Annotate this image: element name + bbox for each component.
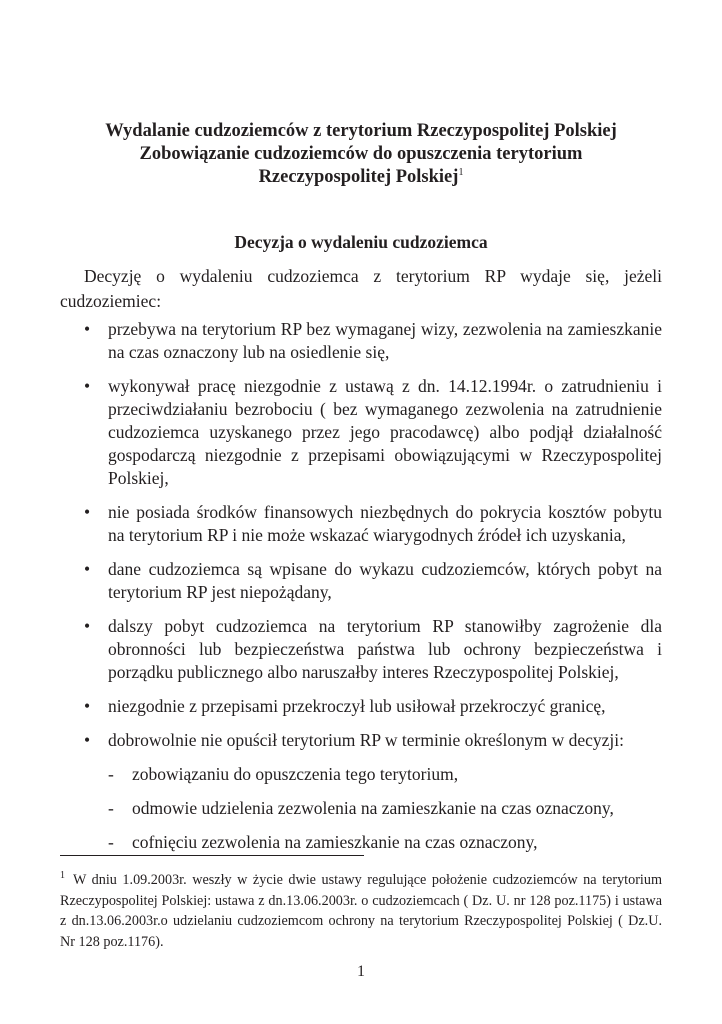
footnote-separator (60, 855, 364, 856)
sub-list-item-text: cofnięciu zezwolenia na zamieszkanie na czas oznaczony, (132, 832, 538, 852)
bullet-marker: • (84, 559, 91, 579)
list-item (60, 558, 662, 604)
section-heading: Decyzja o wydaleniu cudzoziemca (234, 232, 488, 252)
list-item (60, 501, 662, 547)
title-line-3 (60, 166, 662, 189)
list-item (60, 318, 662, 364)
list-item-text: dalszy pobyt cudzoziemca na terytorium RP stanowiłby zagrożenie dla obronności lub bezpieczeństwa państwa lub ochrony bezpieczeństwa i porządku publicznego albo naruszałby interes Rzeczypospolitej Polskiej, (108, 616, 662, 682)
conditions-list (60, 318, 662, 865)
dash-marker: - (108, 764, 114, 784)
title-line-1: Wydalanie cudzoziemców z terytorium Rzeczypospolitej Polskiej (105, 121, 617, 141)
sub-list-item-text: odmowie udzielenia zezwolenia na zamieszkanie na czas oznaczony, (132, 798, 614, 818)
list-item-text: nie posiada środków finansowych niezbędnych do pokrycia kosztów pobytu na terytorium RP i nie może wskazać wiarygodnych źródeł ich uzyskania, (108, 502, 662, 545)
bullet-marker: • (84, 502, 91, 522)
footnote-reference[interactable]: 1 (458, 166, 464, 178)
intro-paragraph: Decyzję o wydaleniu cudzoziemca z terytorium RP wydaje się, jeżeli cudzoziemiec: (60, 266, 662, 311)
sub-list-item (108, 797, 662, 820)
list-item (60, 729, 662, 854)
bullet-marker: • (84, 376, 91, 396)
sub-list-item-text: zobowiązaniu do opuszczenia tego terytorium, (132, 764, 459, 784)
list-item-text: wykonywał pracę niezgodnie z ustawą z dn. 14.12.1994r. o zatrudnieniu i przeciwdziałaniu bezrobociu ( bez wymaganego zezwolenia na zatrudnienie cudzoziemca uzyskanego przez jego pracodawcę) albo podjął działalność gospodarczą niezgodnie z przepisami obowiązującymi w Rzeczypospolitej Polskiej, (108, 376, 662, 488)
footnote-text: W dniu 1.09.2003r. weszły w życie dwie ustawy regulujące położenie cudzoziemców na terytorium Rzeczypospolitej Polskiej: ustawa z dn.13.06.2003r. o cudzoziemcach ( Dz. U. nr 128 poz.1175) i ustawa z dn.13.06.2003r.o udzielaniu cudzoziemcom ochrony na terytorium Rzeczypospolitej Polskiej ( Dz.U. Nr 128 poz.1176). (60, 872, 662, 950)
title-line-2: Zobowiązanie cudzoziemców do opuszczenia terytorium (139, 144, 583, 164)
dash-marker: - (108, 832, 114, 852)
list-item (60, 375, 662, 490)
sub-list-item (108, 763, 662, 786)
decision-types-list (108, 763, 662, 854)
sub-list-item (108, 831, 662, 854)
page-number: 1 (357, 963, 365, 980)
bullet-marker: • (84, 696, 91, 716)
list-item-text: przebywa na terytorium RP bez wymaganej wizy, zezwolenia na zamieszkanie na czas oznaczony lub na osiedlenie się, (108, 319, 662, 362)
dash-marker: - (108, 798, 114, 818)
list-item-text: dobrowolnie nie opuścił terytorium RP w terminie określonym w decyzji: (108, 730, 624, 750)
document-title (60, 120, 662, 189)
footnote-number: 1 (60, 870, 65, 882)
list-item-text: dane cudzoziemca są wpisane do wykazu cudzoziemców, których pobyt na terytorium RP jest niepożądany, (108, 559, 662, 602)
list-item-text: niezgodnie z przepisami przekroczył lub usiłował przekroczyć granicę, (108, 696, 606, 716)
bullet-marker: • (84, 730, 91, 750)
footnote (60, 870, 662, 952)
list-item (60, 615, 662, 684)
bullet-marker: • (84, 616, 91, 636)
title-line-3-text: Rzeczypospolitej Polskiej (258, 167, 459, 187)
bullet-marker: • (84, 319, 91, 339)
list-item (60, 695, 662, 718)
